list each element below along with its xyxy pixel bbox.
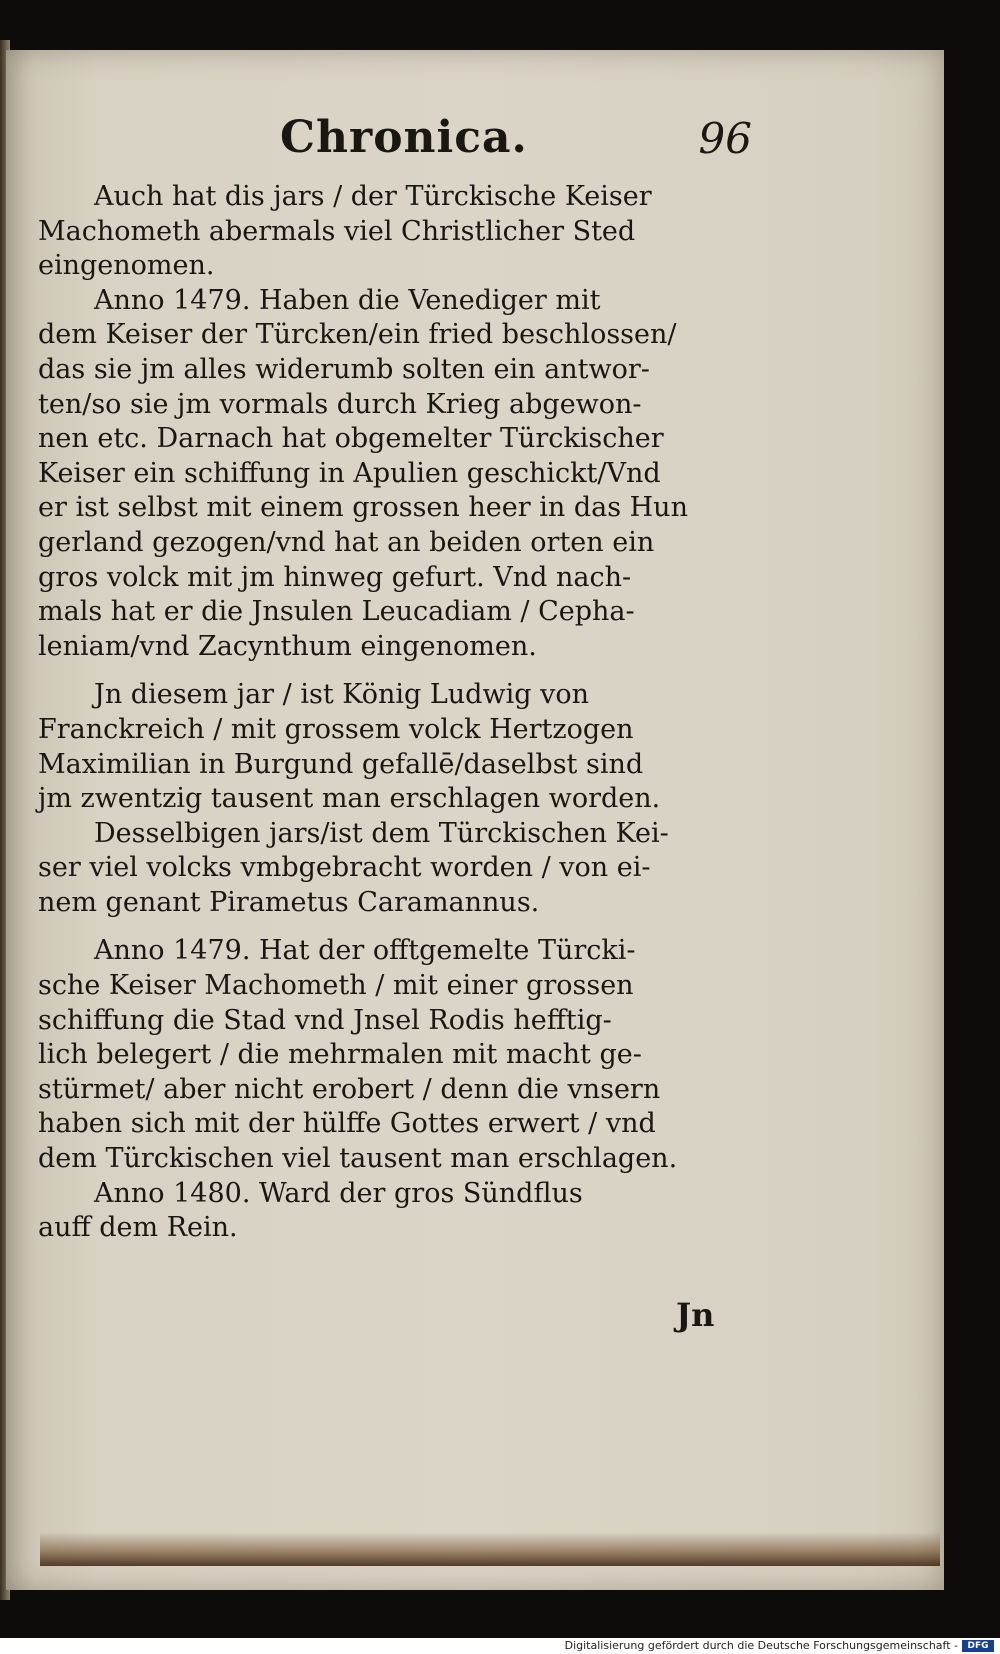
paragraph bbox=[38, 678, 738, 816]
text-line: ser viel volcks vmbgebracht worden / von ei- bbox=[38, 852, 651, 884]
text-line: dem Keiser der Türcken/ein fried beschlossen/ bbox=[38, 319, 677, 351]
text-line: Auch hat dis jars / der Türckische Keiser bbox=[94, 181, 652, 212]
text-line: gros volck mit jm hinweg gefurt. Vnd nach- bbox=[38, 561, 632, 593]
text-line: das sie jm alles widerumb solten ein antwor- bbox=[38, 353, 650, 385]
body-text bbox=[38, 180, 738, 1246]
text-line: Jn diesem jar / ist König Ludwig von bbox=[94, 679, 589, 711]
paragraph bbox=[38, 1177, 738, 1246]
paragraph bbox=[38, 817, 738, 921]
text-line: mals hat er die Jnsulen Leucadiam / Cepha- bbox=[38, 596, 635, 628]
text-line: er ist selbst mit einem grossen heer in das Hun bbox=[38, 492, 688, 524]
text-line: ten/so sie jm vormals durch Krieg abgewon- bbox=[38, 388, 642, 420]
text-line: Machometh abermals viel Christlicher Sted bbox=[38, 215, 636, 247]
text-line: lich belegert / die mehrmalen mit macht ge- bbox=[38, 1039, 642, 1071]
paragraph bbox=[38, 284, 738, 665]
text-line: Maximilian in Burgund gefallē/daselbst sind bbox=[38, 748, 644, 780]
text-line: Anno 1479. Haben die Venediger mit bbox=[94, 284, 601, 316]
text-line: Anno 1480. Ward der gros Sündflus bbox=[94, 1177, 583, 1209]
funding-credit: Digitalisierung gefördert durch die Deutsche Forschungsgemeinschaft - bbox=[564, 1639, 958, 1652]
text-line: auff dem Rein. bbox=[38, 1212, 238, 1244]
text-line: gerland gezogen/vnd hat an beiden orten ein bbox=[38, 526, 655, 558]
page-number: 96 bbox=[698, 114, 752, 163]
paragraph bbox=[38, 934, 738, 1176]
page-header bbox=[270, 112, 760, 172]
page-bottom-stain bbox=[40, 1532, 940, 1566]
text-line: Anno 1479. Hat der offtgemelte Türcki- bbox=[94, 935, 636, 967]
text-line: jm zwentzig tausent man erschlagen worden. bbox=[38, 783, 661, 815]
running-title: Chronica. bbox=[280, 112, 528, 163]
text-line: eingenomen. bbox=[38, 250, 215, 282]
text-line: Keiser ein schiffung in Apulien geschickt/Vnd bbox=[38, 457, 661, 489]
text-line: leniam/vnd Zacynthum eingenomen. bbox=[38, 630, 537, 662]
text-line: dem Türckischen viel tausent man erschlagen. bbox=[38, 1143, 678, 1175]
dfg-logo: DFG bbox=[962, 1640, 994, 1652]
text-line: stürmet/ aber nicht erobert / denn die vnsern bbox=[38, 1073, 661, 1105]
text-line: Desselbigen jars/ist dem Türckischen Kei- bbox=[94, 817, 669, 849]
text-line: Franckreich / mit grossem volck Hertzogen bbox=[38, 713, 634, 745]
digitization-footer bbox=[0, 1638, 1000, 1654]
text-line: haben sich mit der hülffe Gottes erwert / vnd bbox=[38, 1108, 656, 1140]
text-line: sche Keiser Machometh / mit einer grossen bbox=[38, 970, 634, 1002]
paragraph bbox=[38, 180, 738, 284]
text-line: nem genant Pirametus Caramannus. bbox=[38, 886, 540, 918]
catchword: Jn bbox=[676, 1296, 715, 1334]
text-line: nen etc. Darnach hat obgemelter Türckischer bbox=[38, 423, 664, 455]
text-line: schiffung die Stad vnd Jnsel Rodis hefftig- bbox=[38, 1004, 612, 1036]
